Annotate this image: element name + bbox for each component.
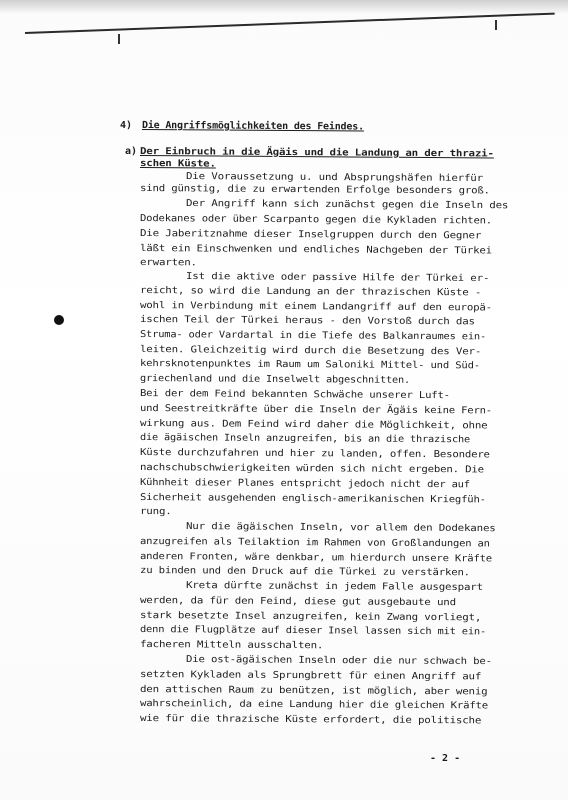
body-line: setzten Kykladen als Sprungbrett für einen Angriff auf: [139, 669, 482, 683]
body-line: reicht, so wird die Landung an der thrazischen Küste -: [139, 285, 482, 299]
top-tick-mark: [118, 34, 120, 44]
body-line: leiten. Gleichzeitig wird durch die Besetzung des Ver-: [139, 344, 482, 358]
body-line: wirkung aus. Dem Feind wird daher die Möglichkeit, ohne: [139, 418, 488, 432]
body-line: Der Angriff kann sich zunächst gegen die Inseln des: [185, 198, 509, 212]
body-line: Bei der dem Feind bekannten Schwäche unserer Luft-: [139, 388, 450, 402]
body-line: rung.: [139, 506, 172, 518]
subsection-heading-line: Der Einbruch in die Ägäis und die Landung an der thrazi-: [139, 146, 494, 160]
body-line: anzugreifen als Teilaktion im Rahmen von Großlandungen an: [139, 536, 490, 550]
body-line: wohl in Verbindung mit einem Landangriff auf den europä-: [139, 300, 493, 314]
body-line: wahrscheinlich, da eine Landung hier die gleichen Kräfte: [139, 698, 489, 712]
body-line: facheren Mitteln ausschalten.: [139, 639, 324, 652]
body-line: Kreta dürfte zunächst in jedem Falle ausgespart: [185, 580, 484, 594]
body-line: Sicherheit ausgehenden englisch-amerikanischen Kriegfüh-: [139, 492, 486, 506]
body-line: zu binden und den Druck auf die Türkei zu verstärken.: [139, 565, 470, 579]
body-line: Die ost-ägäischen Inseln oder die nur schwach be-: [185, 654, 492, 668]
body-line: Ist die aktive oder passive Hilfe der Türkei er-: [185, 271, 490, 285]
body-line: Dodekanes oder über Scarpanto gegen die Kykladen richten.: [139, 213, 493, 227]
body-line: Die Jaberitznahme dieser Inselgruppen durch den Gegner: [139, 228, 482, 242]
subsection-marker: a): [125, 146, 138, 157]
scan-edge-shadow: [0, 0, 568, 14]
body-line: sind günstig, die zu erwartenden Erfolge besonders groß.: [139, 183, 490, 197]
top-tick-mark: [495, 20, 497, 30]
body-line: Kühnheit dieser Planes entspricht jedoch nicht der auf: [139, 477, 470, 491]
body-line: Struma- oder Vardartal in die Tiefe des Balkanraumes ein-: [139, 329, 487, 343]
body-line: kehrsknotenpunktes im Raum um Saloniki Mittel- und Süd-: [139, 358, 480, 372]
body-line: Die Voraussetzung u. und Absprungshäfen hierfür: [185, 171, 484, 185]
subsection-heading-line: schen Küste.: [139, 158, 216, 170]
section-number: 4): [120, 120, 133, 131]
body-line: wie für die thrazische Küste erfordert, die politische: [139, 713, 482, 727]
body-line: denn die Flugplätze auf dieser Insel lassen sich mit ein-: [139, 624, 487, 638]
body-line: ischen Teil der Türkei heraus - den Vorstoß durch das: [139, 314, 475, 328]
page-number: - 2 -: [430, 753, 461, 764]
body-line: den attischen Raum zu benützen, ist möglich, aber wenig: [139, 684, 488, 698]
punch-hole-mark: [54, 315, 64, 325]
body-line: stark besetzte Insel anzugreifen, kein Zwang vorliegt,: [139, 610, 482, 624]
body-line: und Seestreitkräfte über die Inseln der Ägäis keine Fern-: [139, 403, 493, 417]
section-heading: Die Angriffsmöglichkeiten des Feindes.: [141, 120, 364, 133]
body-line: die ägäischen Inseln anzugreifen, bis an die thrazische: [139, 432, 471, 446]
body-line: läßt ein Einschwenken und endliches Nachgeben der Türkei: [139, 243, 493, 257]
top-rule-line: [25, 13, 555, 34]
body-line: werden, da für den Feind, diese gut ausgebaute und: [139, 595, 456, 609]
body-line: griechenland und die Inselwelt abgeschnitten.: [139, 373, 411, 386]
body-line: Küste durchzufahren und hier zu landen, offen. Besondere: [139, 447, 490, 461]
body-line: anderen Fronten, wäre denkbar, um hierdurch unsere Kräfte: [139, 551, 493, 565]
body-line: nachschubschwierigkeiten würden sich nicht ergeben. Die: [139, 462, 484, 476]
body-line: Nur die ägäischen Inseln, vor allem den Dodekanes: [185, 521, 496, 535]
body-line: erwarten.: [139, 257, 197, 269]
